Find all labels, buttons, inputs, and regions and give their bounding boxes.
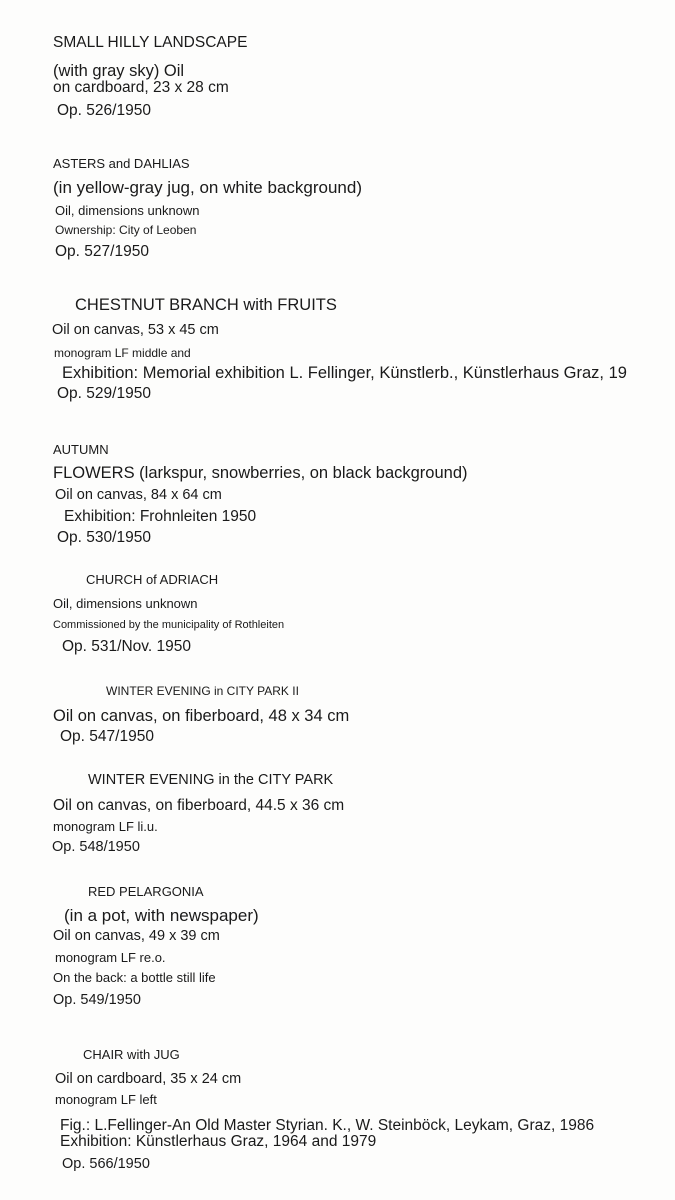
entry-monogram: monogram LF left [55, 1092, 157, 1107]
entry-monogram: monogram LF re.o. [55, 950, 166, 965]
entry-verso: On the back: a bottle still life [53, 970, 216, 985]
entry-description: (in a pot, with newspaper) [64, 906, 259, 925]
entry-figure-reference: Fig.: L.Fellinger-An Old Master Styrian. K., W. Steinböck, Leykam, Graz, 1986 [60, 1117, 595, 1134]
entry-medium: Oil on canvas, on fiberboard, 44.5 x 36 cm [53, 797, 345, 814]
entry-opus: Op. 549/1950 [53, 992, 141, 1008]
entry-description: (with gray sky) Oil [53, 62, 185, 80]
entry-medium: Oil on cardboard, 35 x 24 cm [55, 1071, 242, 1087]
entry-opus: Op. 530/1950 [57, 529, 151, 546]
entry-medium: Oil on canvas, on fiberboard, 48 x 34 cm [53, 707, 350, 725]
entry-title: WINTER EVENING in CITY PARK II [106, 684, 299, 698]
entry-title: CHURCH of ADRIACH [86, 572, 219, 587]
entry-opus: Op. 527/1950 [55, 243, 149, 260]
entry-opus: Op. 526/1950 [57, 102, 151, 119]
entry-exhibition: Exhibition: Memorial exhibition L. Fellinger, Künstlerb., Künstlerhaus Graz, 19 [62, 364, 627, 382]
entry-opus: Op. 531/Nov. 1950 [62, 638, 191, 655]
entry-title: CHESTNUT BRANCH with FRUITS [75, 296, 337, 314]
entry-exhibition: Exhibition: Künstlerhaus Graz, 1964 and 1979 [60, 1133, 377, 1150]
entry-exhibition: Exhibition: Frohnleiten 1950 [64, 508, 257, 525]
entry-monogram: monogram LF middle and [54, 346, 191, 360]
entry-opus: Op. 547/1950 [60, 728, 154, 745]
entry-ownership: Ownership: City of Leoben [55, 223, 197, 237]
entry-title: RED PELARGONIA [88, 884, 204, 899]
entry-opus: Op. 548/1950 [52, 839, 140, 855]
entry-title: AUTUMN [53, 442, 109, 457]
entry-title: SMALL HILLY LANDSCAPE [53, 34, 248, 51]
entry-opus: Op. 566/1950 [62, 1156, 150, 1172]
entry-medium: on cardboard, 23 x 28 cm [53, 79, 229, 96]
entry-medium: Oil, dimensions unknown [53, 596, 198, 611]
entry-title: WINTER EVENING in the CITY PARK [88, 772, 334, 788]
entry-description: (in yellow-gray jug, on white background) [53, 178, 362, 197]
entry-commission: Commissioned by the municipality of Rothleiten [53, 619, 285, 631]
entry-title: CHAIR with JUG [83, 1047, 180, 1062]
entry-title: ASTERS and DAHLIAS [53, 156, 190, 171]
entry-medium: Oil on canvas, 49 x 39 cm [53, 928, 220, 944]
entry-description: FLOWERS (larkspur, snowberries, on black background) [53, 464, 468, 482]
entry-monogram: monogram LF li.u. [53, 819, 158, 834]
entry-opus: Op. 529/1950 [57, 385, 151, 402]
entry-medium: Oil on canvas, 53 x 45 cm [52, 322, 219, 338]
entry-medium: Oil on canvas, 84 x 64 cm [55, 487, 222, 503]
entry-medium: Oil, dimensions unknown [55, 203, 200, 218]
